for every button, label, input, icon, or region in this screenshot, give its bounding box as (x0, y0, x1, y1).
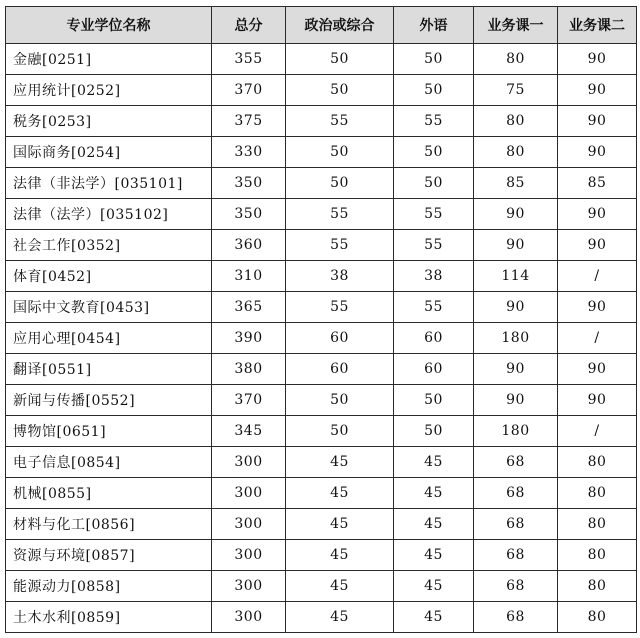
total-score-cell: 300 (212, 571, 286, 602)
politics-score-cell: 55 (286, 106, 394, 137)
language-score-cell: 45 (394, 478, 474, 509)
politics-score-cell: 55 (286, 230, 394, 261)
header-politics: 政治或综合 (286, 7, 394, 44)
total-score-cell: 330 (212, 137, 286, 168)
politics-score-cell: 50 (286, 385, 394, 416)
language-score-cell: 50 (394, 137, 474, 168)
subject-one-cell: 75 (474, 75, 558, 106)
degree-name-cell: 国际中文教育[0453] (6, 292, 212, 323)
language-score-cell: 50 (394, 416, 474, 447)
subject-two-cell: 90 (558, 106, 637, 137)
table-row (6, 168, 637, 199)
degree-name-cell: 资源与环境[0857] (6, 540, 212, 571)
score-table (5, 6, 637, 633)
subject-two-cell: 80 (558, 447, 637, 478)
header-total-score: 总分 (212, 7, 286, 44)
total-score-cell: 300 (212, 602, 286, 633)
politics-score-cell: 50 (286, 168, 394, 199)
table-row (6, 354, 637, 385)
table-row (6, 292, 637, 323)
subject-two-cell: 90 (558, 137, 637, 168)
table-row (6, 230, 637, 261)
subject-one-cell: 90 (474, 354, 558, 385)
degree-name-cell: 社会工作[0352] (6, 230, 212, 261)
subject-two-cell: 80 (558, 509, 637, 540)
subject-two-cell: / (558, 261, 637, 292)
language-score-cell: 45 (394, 447, 474, 478)
total-score-cell: 300 (212, 509, 286, 540)
language-score-cell: 45 (394, 509, 474, 540)
politics-score-cell: 45 (286, 602, 394, 633)
subject-two-cell: 90 (558, 230, 637, 261)
degree-name-cell: 新闻与传播[0552] (6, 385, 212, 416)
language-score-cell: 55 (394, 199, 474, 230)
degree-name-cell: 机械[0855] (6, 478, 212, 509)
table-row (6, 540, 637, 571)
table-row (6, 44, 637, 75)
language-score-cell: 50 (394, 385, 474, 416)
politics-score-cell: 45 (286, 540, 394, 571)
language-score-cell: 45 (394, 571, 474, 602)
politics-score-cell: 50 (286, 137, 394, 168)
subject-one-cell: 68 (474, 540, 558, 571)
subject-one-cell: 180 (474, 323, 558, 354)
degree-name-cell: 应用心理[0454] (6, 323, 212, 354)
total-score-cell: 380 (212, 354, 286, 385)
subject-two-cell: 90 (558, 354, 637, 385)
politics-score-cell: 50 (286, 416, 394, 447)
politics-score-cell: 45 (286, 509, 394, 540)
subject-two-cell: 90 (558, 44, 637, 75)
header-subject-one: 业务课一 (474, 7, 558, 44)
politics-score-cell: 38 (286, 261, 394, 292)
table-row (6, 571, 637, 602)
subject-two-cell: 90 (558, 75, 637, 106)
header-row (6, 7, 637, 44)
degree-name-cell: 法律（非法学）[035101] (6, 168, 212, 199)
politics-score-cell: 60 (286, 323, 394, 354)
subject-two-cell: 80 (558, 478, 637, 509)
total-score-cell: 350 (212, 168, 286, 199)
politics-score-cell: 45 (286, 571, 394, 602)
language-score-cell: 55 (394, 230, 474, 261)
header-degree-name: 专业学位名称 (6, 7, 212, 44)
subject-one-cell: 68 (474, 478, 558, 509)
degree-name-cell: 能源动力[0858] (6, 571, 212, 602)
table-row (6, 602, 637, 633)
total-score-cell: 345 (212, 416, 286, 447)
language-score-cell: 55 (394, 106, 474, 137)
subject-two-cell: / (558, 416, 637, 447)
politics-score-cell: 50 (286, 75, 394, 106)
subject-one-cell: 90 (474, 292, 558, 323)
language-score-cell: 50 (394, 75, 474, 106)
degree-name-cell: 翻译[0551] (6, 354, 212, 385)
table-row (6, 323, 637, 354)
table-row (6, 106, 637, 137)
subject-one-cell: 90 (474, 199, 558, 230)
subject-one-cell: 68 (474, 602, 558, 633)
total-score-cell: 355 (212, 44, 286, 75)
total-score-cell: 370 (212, 385, 286, 416)
subject-two-cell: 80 (558, 602, 637, 633)
total-score-cell: 365 (212, 292, 286, 323)
language-score-cell: 55 (394, 292, 474, 323)
subject-one-cell: 68 (474, 447, 558, 478)
subject-one-cell: 90 (474, 385, 558, 416)
language-score-cell: 38 (394, 261, 474, 292)
total-score-cell: 375 (212, 106, 286, 137)
subject-two-cell: 90 (558, 385, 637, 416)
subject-one-cell: 85 (474, 168, 558, 199)
degree-name-cell: 土木水利[0859] (6, 602, 212, 633)
subject-one-cell: 80 (474, 137, 558, 168)
degree-name-cell: 材料与化工[0856] (6, 509, 212, 540)
degree-name-cell: 博物馆[0651] (6, 416, 212, 447)
degree-name-cell: 法律（法学）[035102] (6, 199, 212, 230)
total-score-cell: 360 (212, 230, 286, 261)
header-subject-two: 业务课二 (558, 7, 637, 44)
header-foreign-language: 外语 (394, 7, 474, 44)
table-row (6, 416, 637, 447)
language-score-cell: 45 (394, 602, 474, 633)
subject-two-cell: 80 (558, 571, 637, 602)
politics-score-cell: 55 (286, 292, 394, 323)
table-row (6, 478, 637, 509)
table-body (6, 44, 637, 633)
subject-one-cell: 68 (474, 571, 558, 602)
subject-two-cell: 90 (558, 199, 637, 230)
total-score-cell: 300 (212, 447, 286, 478)
degree-name-cell: 应用统计[0252] (6, 75, 212, 106)
subject-one-cell: 90 (474, 230, 558, 261)
politics-score-cell: 60 (286, 354, 394, 385)
subject-one-cell: 68 (474, 509, 558, 540)
table-row (6, 447, 637, 478)
language-score-cell: 45 (394, 540, 474, 571)
total-score-cell: 300 (212, 540, 286, 571)
total-score-cell: 300 (212, 478, 286, 509)
subject-two-cell: 80 (558, 540, 637, 571)
degree-name-cell: 金融[0251] (6, 44, 212, 75)
language-score-cell: 60 (394, 354, 474, 385)
subject-two-cell: 90 (558, 292, 637, 323)
politics-score-cell: 45 (286, 478, 394, 509)
table-row (6, 509, 637, 540)
degree-name-cell: 国际商务[0254] (6, 137, 212, 168)
degree-name-cell: 税务[0253] (6, 106, 212, 137)
language-score-cell: 60 (394, 323, 474, 354)
table-row (6, 261, 637, 292)
politics-score-cell: 55 (286, 199, 394, 230)
degree-name-cell: 电子信息[0854] (6, 447, 212, 478)
table-row (6, 199, 637, 230)
table-row (6, 75, 637, 106)
language-score-cell: 50 (394, 168, 474, 199)
total-score-cell: 390 (212, 323, 286, 354)
subject-one-cell: 80 (474, 106, 558, 137)
politics-score-cell: 45 (286, 447, 394, 478)
subject-one-cell: 80 (474, 44, 558, 75)
total-score-cell: 310 (212, 261, 286, 292)
language-score-cell: 50 (394, 44, 474, 75)
total-score-cell: 370 (212, 75, 286, 106)
subject-one-cell: 180 (474, 416, 558, 447)
table-row (6, 137, 637, 168)
subject-two-cell: 85 (558, 168, 637, 199)
subject-one-cell: 114 (474, 261, 558, 292)
table-row (6, 385, 637, 416)
subject-two-cell: / (558, 323, 637, 354)
politics-score-cell: 50 (286, 44, 394, 75)
degree-name-cell: 体育[0452] (6, 261, 212, 292)
total-score-cell: 350 (212, 199, 286, 230)
